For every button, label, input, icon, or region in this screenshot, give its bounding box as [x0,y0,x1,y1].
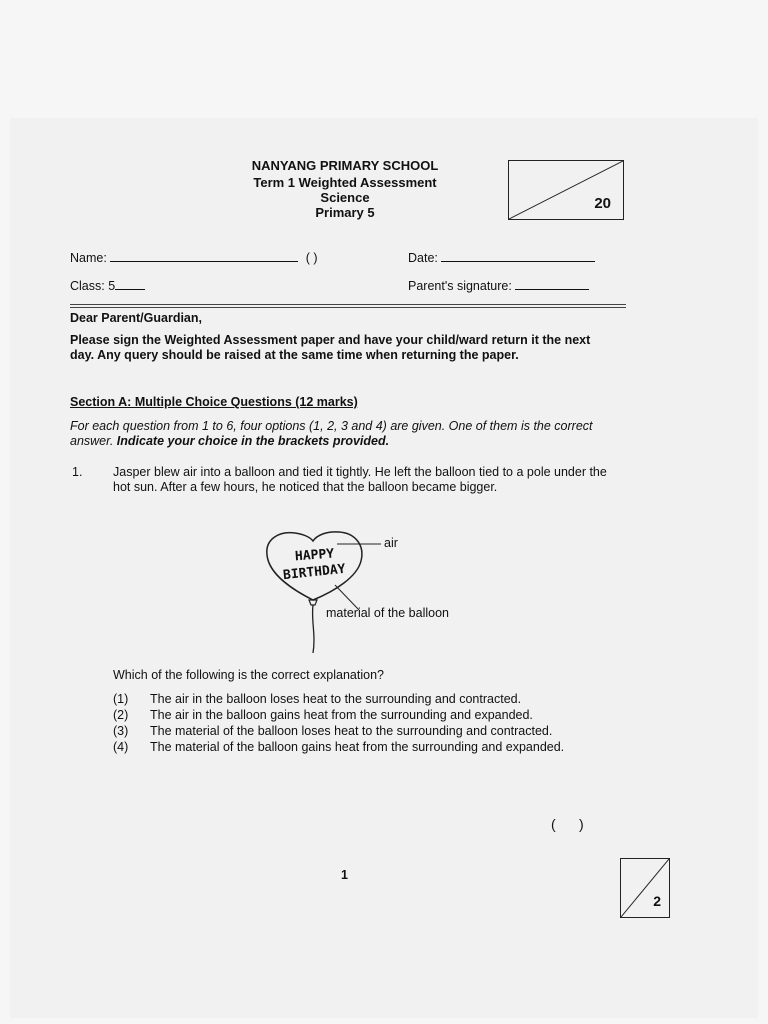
label-air: air [384,536,398,550]
date-field [408,250,595,266]
option-4-number: (4) [113,740,129,754]
class-blank[interactable] [115,278,145,290]
option-1-number: (1) [113,692,129,706]
option-2-text: The air in the balloon gains heat from the surrounding and expanded. [150,708,533,722]
total-score: 20 [594,195,611,212]
page-score-box [620,858,670,918]
parent-signature-blank[interactable] [515,278,589,290]
assessment-title: Term 1 Weighted Assessment [253,175,437,190]
name-label: Name: [70,251,107,265]
level-title: Primary 5 [315,205,375,220]
date-label: Date: [408,251,438,265]
page-score-diagonal [621,859,669,917]
parent-signature-label: Parent's signature: [408,279,512,293]
class-field [70,278,145,294]
section-a-instruction-1: For each question from 1 to 6, four options (1, 2, 3 and 4) are given. One of them is the correct [70,419,593,433]
question-1-prompt: Which of the following is the correct explanation? [113,668,384,682]
option-3-text: The material of the balloon loses heat to the surrounding and contracted. [150,724,553,738]
question-1-text-line-2: hot sun. After a few hours, he noticed that the balloon became bigger. [113,480,498,494]
question-1-answer-brackets[interactable]: ( ) [551,816,584,832]
option-4-text: The material of the balloon gains heat from the surrounding and expanded. [150,740,565,754]
section-a-title: Section A: Multiple Choice Questions (12 marks) [70,395,358,409]
class-label: Class: 5 [70,279,116,293]
name-field [70,250,318,266]
question-1-number: 1. [72,465,83,479]
section-a-instruction-2 [70,434,389,449]
divider-bottom [70,307,626,308]
name-blank[interactable] [110,250,298,262]
notice-line-2: day. Any query should be raised at the same time when returning the paper. [70,348,519,362]
subject-title: Science [320,190,370,205]
balloon-diagram [255,525,475,660]
label-material-of-balloon: material of the balloon [326,606,449,620]
index-number-parens: ( ) [305,251,318,265]
page-score: 2 [653,893,661,909]
question-1-text-line-1: Jasper blew air into a balloon and tied it tightly. He left the balloon tied to a pole under the [113,465,607,479]
notice-salutation: Dear Parent/Guardian, [70,311,202,325]
option-2-number: (2) [113,708,129,722]
date-blank[interactable] [441,250,595,262]
total-score-box [508,160,624,220]
school-name: NANYANG PRIMARY SCHOOL [251,158,439,173]
balloon-text-birthday: BIRTHDAY [282,561,347,584]
instruction-indicate-text: Indicate your choice in the brackets provided. [116,434,390,448]
option-1-text: The air in the balloon loses heat to the surrounding and contracted. [150,692,522,706]
option-3-number: (3) [113,724,129,738]
divider-top [70,304,626,305]
instruction-answer-text: answer. [70,434,117,448]
balloon-text-happy: HAPPY [294,546,335,565]
parent-signature-field [408,278,589,294]
notice-line-1: Please sign the Weighted Assessment paper and have your child/ward return it the next [70,333,591,347]
page-number: 1 [341,868,348,882]
